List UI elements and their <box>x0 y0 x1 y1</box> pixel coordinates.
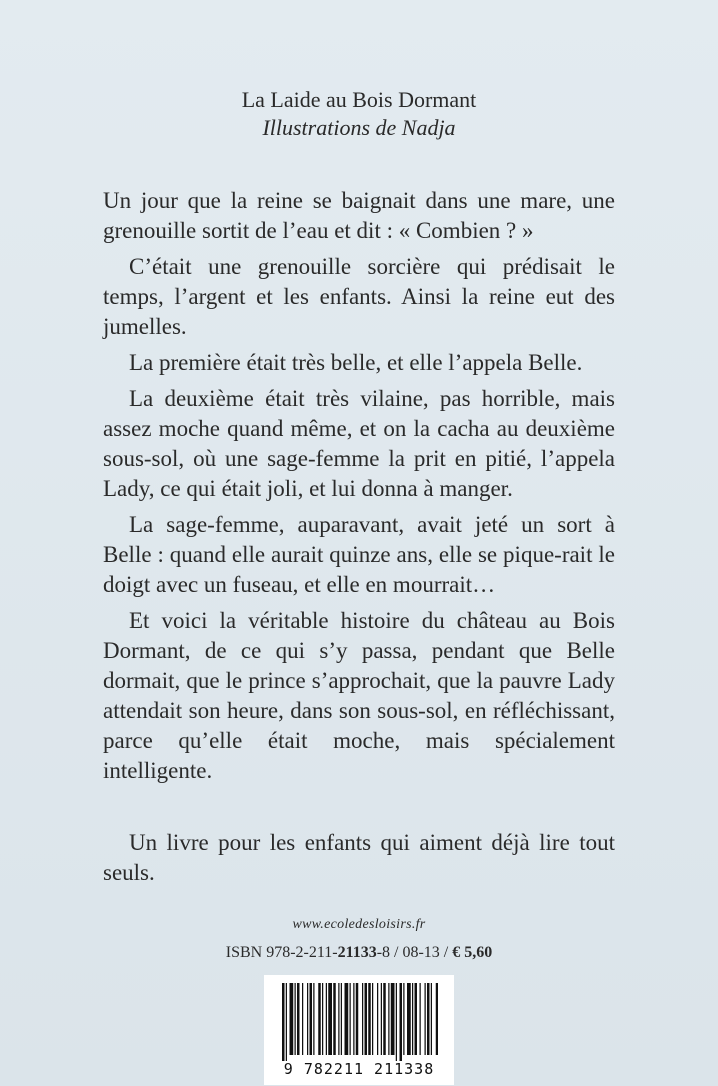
paragraph-3: La première était très belle, et elle l’appela Belle. <box>129 350 583 375</box>
isbn-bold-part: 21133 <box>337 944 377 961</box>
isbn-prefix: ISBN 978-2-211- <box>225 944 338 961</box>
isbn-suffix: -8 / 08-13 / <box>376 944 453 961</box>
book-header <box>0 86 718 142</box>
paragraph-4: La deuxième était très vilaine, pas horrible, mais assez moche quand même, et on la cacha au deuxième sous-sol, où une sage-femme la prit en pitié, l’appela Lady, ce qui était joli, et lui donna à manger. <box>103 386 615 501</box>
barcode-digits: 9 782211 211338 <box>283 1060 435 1078</box>
barcode <box>264 975 454 1085</box>
tagline: Un livre pour les enfants qui aiment déjà lire tout seuls. <box>103 830 615 885</box>
price: € 5,60 <box>452 944 493 961</box>
paragraph-6: Et voici la véritable histoire du château au Bois Dormant, de ce qui s’y passa, pendant que Belle dormait, que le prince s’approchait, que la pauvre Lady attendait son heure, dans son sous-sol, en réfléchissant, parce qu’elle était moche, mais spécialement intelligente. <box>103 608 615 783</box>
paragraph-5: La sage-femme, auparavant, avait jeté un sort à Belle : quand elle aurait quinze ans, elle se pique-rait le doigt avec un fuseau, et elle en mourrait… <box>103 512 615 597</box>
publisher-website: www.ecoledesloisirs.fr <box>292 917 426 932</box>
paragraph-1: Un jour que la reine se baignait dans une mare, une grenouille sortit de l’eau et dit : « Combien ? » <box>103 188 615 243</box>
paragraph-2: C’était une grenouille sorcière qui prédisait le temps, l’argent et les enfants. Ainsi la reine eut des jumelles. <box>103 254 615 339</box>
isbn-line <box>0 944 718 962</box>
barcode-icon <box>280 983 438 1061</box>
blurb-text <box>103 186 615 894</box>
book-subtitle: Illustrations de Nadja <box>262 115 456 140</box>
book-title: La Laide au Bois Dormant <box>241 87 477 112</box>
